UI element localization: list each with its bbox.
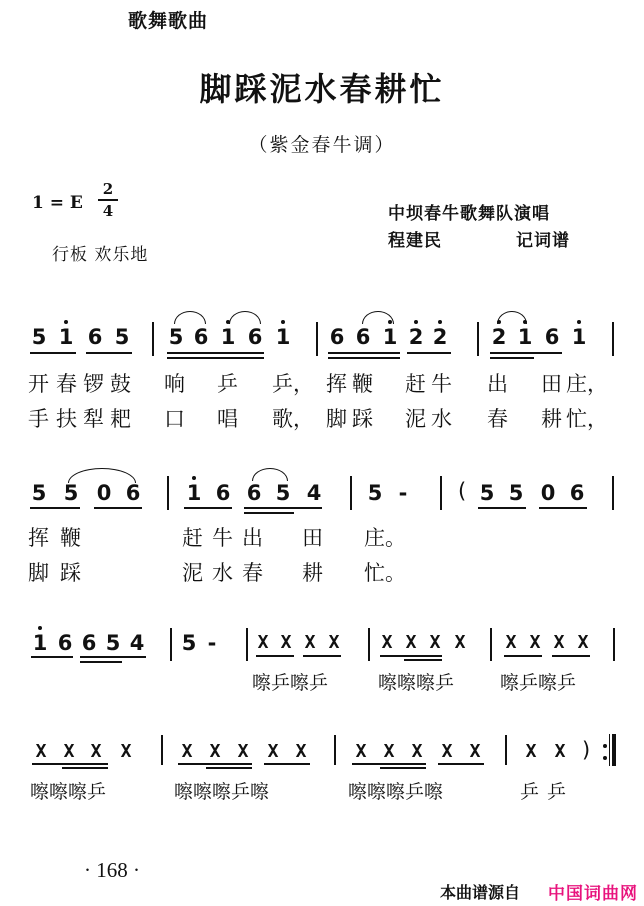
key-signature: 1 = E (32, 193, 83, 213)
note: 5 (367, 481, 383, 505)
eighth-beam (94, 507, 142, 509)
note: 5 (114, 325, 130, 349)
eighth-beam (328, 352, 400, 354)
percussion-x: X (469, 741, 481, 762)
slur (174, 311, 206, 324)
section-heading: 歌舞歌曲 (128, 10, 209, 32)
note: 6 (215, 481, 231, 505)
percussion-lyric: 嚓乒嚓乒 (500, 672, 577, 694)
lyric: 挥 (28, 526, 49, 550)
slur (229, 311, 261, 324)
time-signature (98, 180, 118, 220)
bar-line (490, 628, 492, 661)
note: 1 (571, 325, 587, 349)
page-number: · 168 · (84, 858, 140, 882)
note: 0 (96, 481, 112, 505)
note: 5 (479, 481, 495, 505)
eighth-beam (504, 655, 542, 657)
lyric: 出 (242, 526, 263, 550)
high-octave-dot (577, 320, 581, 324)
percussion-x: X (454, 632, 466, 653)
note: 2 (491, 325, 507, 349)
eighth-beam (264, 763, 310, 765)
note: 5 (31, 325, 47, 349)
eighth-beam (352, 763, 426, 765)
meter-top: 2 (102, 180, 114, 198)
bar-line (334, 735, 336, 765)
eighth-beam (256, 655, 294, 657)
high-octave-dot (226, 320, 230, 324)
note: 6 (569, 481, 585, 505)
bar-line (152, 322, 154, 356)
percussion-lyric: 嚓乒嚓乒 (252, 672, 329, 694)
high-octave-dot (192, 476, 196, 480)
performer-credit: 中坝春牛歌舞队演唱 (388, 204, 550, 224)
sixteenth-beam (206, 767, 252, 769)
high-octave-dot (523, 320, 527, 324)
note: 5 (275, 481, 291, 505)
bar-line (246, 628, 248, 661)
eighth-beam (303, 655, 341, 657)
percussion-lyric: 嚓嚓嚓乒 (378, 672, 455, 694)
note: - (398, 481, 408, 505)
note: 0 (540, 481, 556, 505)
note: 6 (247, 325, 263, 349)
lyric: 水 (212, 561, 233, 585)
percussion-x: X (237, 741, 249, 762)
note: - (207, 631, 217, 655)
percussion-x: X (267, 741, 279, 762)
percussion-x: X (209, 741, 221, 762)
lyric: 唱 (217, 407, 238, 431)
lyric: 泥 (182, 561, 203, 585)
lyric: 泥 (405, 407, 426, 431)
note: 6 (246, 481, 262, 505)
bar-line (477, 322, 479, 356)
percussion-lyric: 嚓嚓嚓乒嚓 (348, 781, 444, 803)
eighth-beam (552, 655, 590, 657)
lyric: 挥 (326, 372, 347, 396)
percussion-x: X (120, 741, 132, 762)
note: 5 (168, 325, 184, 349)
lyric: 踩 (352, 407, 373, 431)
percussion-x: X (553, 632, 565, 653)
percussion-x: X (405, 632, 417, 653)
sixteenth-beam (380, 767, 426, 769)
lyric: 庄， (566, 372, 608, 396)
percussion-x: X (181, 741, 193, 762)
transcriber-role: 记词谱 (516, 231, 570, 251)
note: 4 (129, 631, 145, 655)
note: 6 (544, 325, 560, 349)
lyric: 鞭 (352, 372, 373, 396)
eighth-beam (31, 656, 73, 658)
bar-line (368, 628, 370, 661)
percussion-lyric: 乒乒 (520, 781, 575, 803)
percussion-x: X (411, 741, 423, 762)
eighth-beam (438, 763, 484, 765)
lyric: 扶 (56, 407, 77, 431)
sixteenth-beam (404, 659, 442, 661)
open-paren: ( (458, 479, 467, 503)
note: 6 (57, 631, 73, 655)
repeat-bar-thick (612, 734, 616, 766)
percussion-x: X (429, 632, 441, 653)
percussion-x: X (328, 632, 340, 653)
percussion-x: X (441, 741, 453, 762)
bar-line (440, 476, 442, 510)
lyric: 耙 (110, 407, 131, 431)
eighth-beam (30, 507, 80, 509)
percussion-lyric: 嚓嚓嚓乒嚓 (174, 781, 270, 803)
note: 1 (275, 325, 291, 349)
percussion-x: X (529, 632, 541, 653)
lyric: 春 (242, 561, 263, 585)
percussion-x: X (381, 632, 393, 653)
note: 5 (63, 481, 79, 505)
lyric: 踩 (60, 561, 81, 585)
note: 5 (31, 481, 47, 505)
percussion-x: X (295, 741, 307, 762)
note: 1 (186, 481, 202, 505)
lyric: 庄。 (364, 526, 406, 550)
note: 2 (408, 325, 424, 349)
lyric: 口 (164, 407, 185, 431)
eighth-beam (178, 763, 252, 765)
eighth-beam (380, 655, 442, 657)
percussion-x: X (63, 741, 75, 762)
high-octave-dot (388, 320, 392, 324)
high-octave-dot (64, 320, 68, 324)
bar-line (505, 735, 507, 765)
lyric: 田 (541, 372, 562, 396)
lyric: 乒， (272, 372, 314, 396)
lyric: 赶 (182, 526, 203, 550)
note: 1 (382, 325, 398, 349)
high-octave-dot (414, 320, 418, 324)
lyric: 忙。 (364, 561, 406, 585)
lyric: 耕 (302, 561, 323, 585)
percussion-x: X (280, 632, 292, 653)
note: 5 (181, 631, 197, 655)
bar-line (167, 476, 169, 510)
lyric: 乒 (217, 372, 238, 396)
lyric: 响 (164, 372, 185, 396)
percussion-x: X (383, 741, 395, 762)
bar-line (612, 476, 614, 510)
note: 1 (32, 631, 48, 655)
eighth-beam (184, 507, 232, 509)
repeat-dot (603, 744, 607, 748)
percussion-lyric: 嚓嚓嚓乒 (30, 781, 107, 803)
percussion-x: X (257, 632, 269, 653)
sixteenth-beam (62, 767, 108, 769)
lyric: 耕 (541, 407, 562, 431)
sixteenth-beam (244, 512, 294, 514)
sixteenth-beam (490, 357, 534, 359)
bar-line (170, 628, 172, 661)
source-label: 本曲谱源自 (440, 883, 521, 902)
eighth-beam (407, 352, 451, 354)
lyric: 开 (28, 372, 49, 396)
note: 6 (125, 481, 141, 505)
eighth-beam (86, 352, 132, 354)
meter-bottom: 4 (102, 202, 114, 220)
transcriber-name: 程建民 (388, 231, 442, 251)
lyric: 手 (28, 407, 49, 431)
lyric: 牛 (212, 526, 233, 550)
note: 1 (517, 325, 533, 349)
percussion-x: X (505, 632, 517, 653)
close-paren: ) (582, 738, 591, 762)
lyric: 鼓 (110, 372, 131, 396)
note: 6 (81, 631, 97, 655)
lyric: 水 (431, 407, 452, 431)
note: 1 (58, 325, 74, 349)
bar-line (613, 628, 615, 661)
eighth-beam (167, 352, 264, 354)
eighth-beam (490, 352, 562, 354)
note: 6 (355, 325, 371, 349)
repeat-dot (603, 756, 607, 760)
note: 6 (87, 325, 103, 349)
percussion-x: X (304, 632, 316, 653)
percussion-x: X (355, 741, 367, 762)
lyric: 锣 (83, 372, 104, 396)
song-title: 脚踩泥水春耕忙 (199, 70, 445, 108)
bar-line (161, 735, 163, 765)
lyric: 牛 (431, 372, 452, 396)
note: 6 (193, 325, 209, 349)
bar-line (316, 322, 318, 356)
bar-line (350, 476, 352, 510)
bar-line (612, 322, 614, 356)
lyric: 脚 (326, 407, 347, 431)
eighth-beam (80, 656, 146, 658)
high-octave-dot (497, 320, 501, 324)
lyric: 赶 (405, 372, 426, 396)
tempo-marking: 行板 欢乐地 (52, 245, 149, 265)
lyric: 春 (56, 372, 77, 396)
lyric: 田 (302, 526, 323, 550)
percussion-x: X (554, 741, 566, 762)
song-subtitle: （紫金春牛调） (248, 134, 396, 156)
lyric: 出 (487, 372, 508, 396)
repeat-bar-thin (609, 734, 610, 766)
eighth-beam (32, 763, 108, 765)
percussion-x: X (577, 632, 589, 653)
percussion-x: X (525, 741, 537, 762)
eighth-beam (30, 352, 76, 354)
note: 5 (508, 481, 524, 505)
lyric: 忙， (566, 407, 608, 431)
percussion-x: X (35, 741, 47, 762)
lyric: 鞭 (60, 526, 81, 550)
eighth-beam (478, 507, 526, 509)
eighth-beam (244, 507, 322, 509)
sixteenth-beam (328, 357, 400, 359)
note: 6 (329, 325, 345, 349)
sixteenth-beam (80, 661, 122, 663)
eighth-beam (539, 507, 587, 509)
sixteenth-beam (167, 357, 264, 359)
high-octave-dot (281, 320, 285, 324)
meter-line (98, 199, 118, 201)
high-octave-dot (438, 320, 442, 324)
note: 2 (432, 325, 448, 349)
source-site-link[interactable]: 中国词曲网 (548, 884, 638, 904)
note: 1 (220, 325, 236, 349)
note: 5 (105, 631, 121, 655)
note: 4 (306, 481, 322, 505)
lyric: 脚 (28, 561, 49, 585)
lyric: 歌， (272, 407, 314, 431)
lyric: 春 (487, 407, 508, 431)
high-octave-dot (38, 626, 42, 630)
lyric: 犁 (83, 407, 104, 431)
percussion-x: X (90, 741, 102, 762)
slur (252, 468, 288, 481)
